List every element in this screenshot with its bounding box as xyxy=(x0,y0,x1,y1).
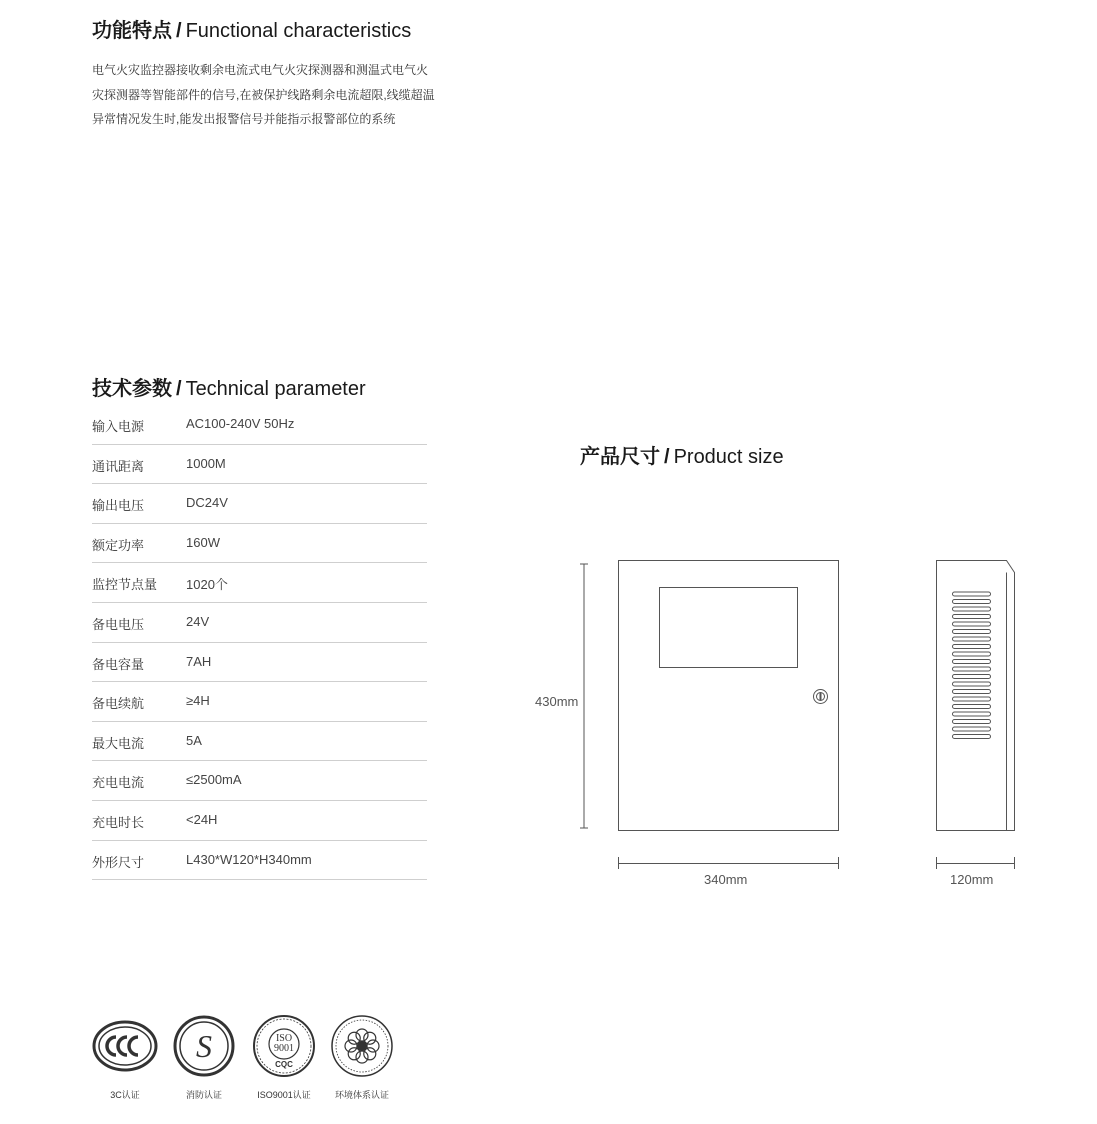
functional-description xyxy=(92,58,472,132)
iso-line2: 9001 xyxy=(274,1043,294,1054)
param-label: 监控节点量 xyxy=(92,577,158,593)
front-view xyxy=(619,561,839,831)
petal-shape xyxy=(356,1029,368,1041)
param-value: L430*W120*H340mm xyxy=(186,851,312,867)
param-value: <24H xyxy=(186,811,218,827)
petal-shape xyxy=(356,1051,368,1063)
vent-slot xyxy=(953,615,991,619)
vent-slot xyxy=(953,675,991,679)
cert-iso xyxy=(248,1013,320,1101)
param-row xyxy=(92,841,427,881)
ccc-icon xyxy=(92,1013,158,1079)
cert-caption: 消防认证 xyxy=(185,1090,222,1100)
environment-certification-icon xyxy=(329,1013,395,1079)
iso-line1: ISO xyxy=(275,1033,293,1044)
height-label: 430mm xyxy=(535,694,579,709)
petal-shape xyxy=(367,1040,379,1052)
vent-slot xyxy=(953,720,991,724)
petal-shape xyxy=(345,1040,357,1052)
param-label: 通讯距离 xyxy=(92,458,145,474)
iso-line3: CQC xyxy=(275,1060,293,1069)
vent-slot xyxy=(953,705,991,709)
cert-fire xyxy=(168,1013,240,1101)
param-value: ≥4H xyxy=(186,693,210,709)
vent-slot xyxy=(953,697,991,701)
vent-slot xyxy=(953,735,991,739)
depth-label: 120mm xyxy=(950,872,994,887)
param-label: 额定功率 xyxy=(92,537,145,553)
side-view xyxy=(937,561,1015,831)
vent-slot xyxy=(953,682,991,686)
param-row xyxy=(92,563,427,603)
param-label: 输入电源 xyxy=(92,419,145,434)
vent-slots xyxy=(953,592,991,739)
param-value: 160W xyxy=(186,534,220,550)
technical-heading: 技术参数 / Technical parameter xyxy=(92,378,366,400)
vent-slot xyxy=(953,660,991,664)
param-value: 1020个 xyxy=(186,577,228,593)
param-row xyxy=(92,643,427,683)
petal-shape xyxy=(348,1048,360,1060)
param-label: 备电电压 xyxy=(92,616,145,632)
petal-shape xyxy=(348,1032,360,1044)
param-label: 充电时长 xyxy=(92,814,145,830)
cert-ccc xyxy=(89,1013,161,1101)
param-row xyxy=(92,524,427,564)
param-value: AC100-240V 50Hz xyxy=(186,416,295,431)
vent-slot xyxy=(953,607,991,611)
petal-shape xyxy=(364,1032,376,1044)
param-label: 充电电流 xyxy=(92,775,145,791)
description-line: 电气火灾监控器接收剩余电流式电气火灾探测器和测温式电气火 xyxy=(92,63,429,77)
functional-heading: 功能特点 / Functional characteristics xyxy=(92,20,412,42)
vent-slot xyxy=(953,592,991,596)
parameter-table xyxy=(92,405,427,880)
param-value: 1000M xyxy=(186,455,226,471)
fire-certification-icon xyxy=(171,1013,237,1079)
petal-shape xyxy=(364,1048,376,1060)
vent-slot xyxy=(953,622,991,626)
display-window xyxy=(660,588,798,668)
description-line: 灾探测器等智能部件的信号,在被保护线路剩余电流超限,线缆超温 xyxy=(92,87,435,102)
width-label: 340mm xyxy=(704,872,748,887)
param-value: 24V xyxy=(186,613,210,629)
vent-slot xyxy=(953,600,991,604)
product-size-heading: 产品尺寸 / Product size xyxy=(580,446,784,468)
description-line: 异常情况发生时,能发出报警信号并能指示报警部位的系统 xyxy=(92,112,396,126)
param-value: 5A xyxy=(186,732,202,748)
param-row xyxy=(92,761,427,801)
param-row xyxy=(92,801,427,841)
lock-icon xyxy=(814,690,828,704)
param-label: 外形尺寸 xyxy=(92,854,145,870)
vent-slot xyxy=(953,630,991,634)
iso9001-icon xyxy=(251,1013,317,1079)
product-drawing xyxy=(560,550,1040,850)
param-row xyxy=(92,405,427,445)
height-dimension xyxy=(580,564,588,828)
param-row xyxy=(92,445,427,485)
param-label: 最大电流 xyxy=(92,735,145,751)
param-label: 备电续航 xyxy=(92,696,145,712)
svg-text:S: S xyxy=(196,1028,212,1064)
width-dimension-lines xyxy=(610,850,1030,874)
param-value: ≤2500mA xyxy=(186,772,242,788)
vent-slot xyxy=(953,727,991,731)
vent-slot xyxy=(953,645,991,649)
cert-caption: 环境体系认证 xyxy=(334,1090,389,1100)
vent-slot xyxy=(953,637,991,641)
param-row xyxy=(92,603,427,643)
vent-slot xyxy=(953,652,991,656)
param-row xyxy=(92,722,427,762)
param-label: 输出电压 xyxy=(92,498,145,514)
param-label: 备电容量 xyxy=(92,656,145,672)
cert-caption: ISO9001认证 xyxy=(257,1090,311,1100)
vent-slot xyxy=(953,712,991,716)
param-value: DC24V xyxy=(186,495,228,511)
cert-environment xyxy=(326,1013,398,1101)
cert-caption: 3C认证 xyxy=(110,1090,140,1100)
param-row xyxy=(92,682,427,722)
param-value: 7AH xyxy=(186,653,212,669)
vent-slot xyxy=(953,690,991,694)
vent-slot xyxy=(953,667,991,671)
param-row xyxy=(92,484,427,524)
